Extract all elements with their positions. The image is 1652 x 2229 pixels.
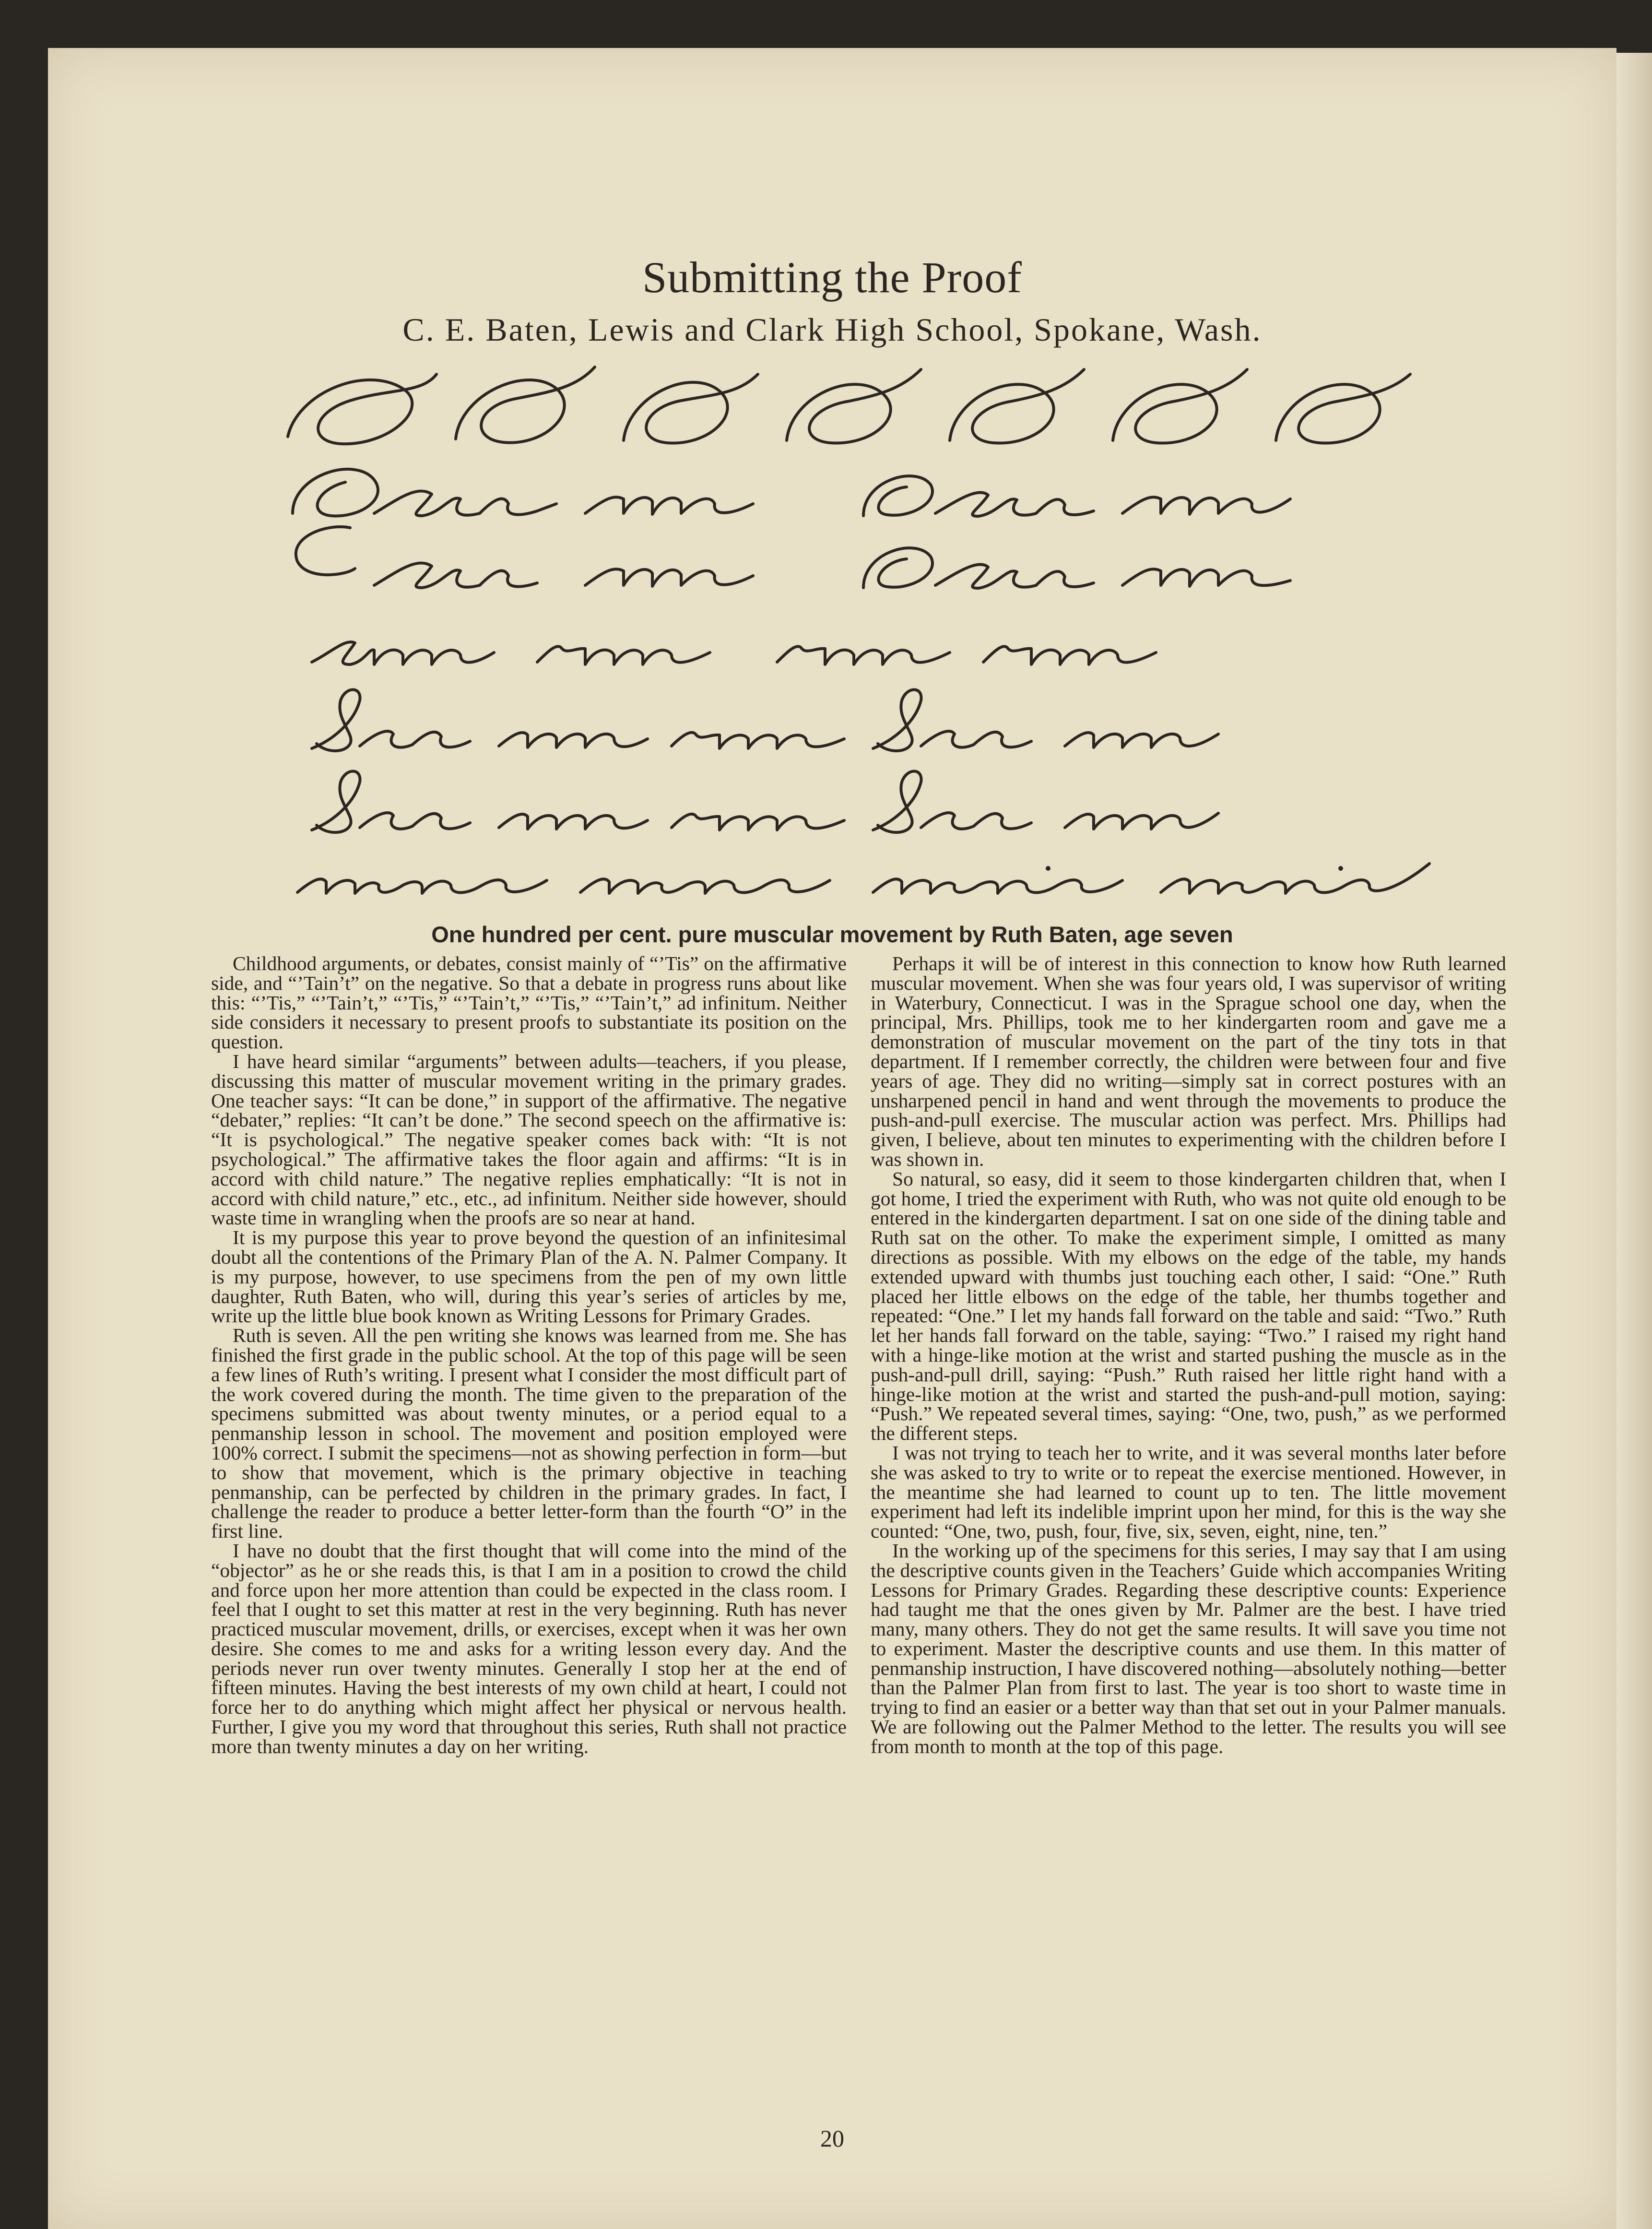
article-byline: C. E. Baten, Lewis and Clark High School, Spokane, Wash. — [402, 311, 1262, 348]
paragraph: In the working up of the specimens for this series, I may say that I am using the descriptive counts given in the Teachers’ Guide which accompanies Writing Lessons for Primary Grades. Regarding these descriptive counts: Experience had taught me that the ones given by Mr. Palmer are the best. I have tried many, many others. They do not get the same results. It will save you time not to experiment. Master the descriptive counts and use them. In this matter of penmanship instruction, I have discovered nothing—absolutely nothing—better than the Palmer Plan from first to last. The year is too short to waste time in trying to find an easier or a better way than that set out in your Palmer manuals. We are following out the Palmer Method to the letter. The results you will see from month to month at the top of this page. — [871, 1539, 1506, 1757]
specimen-caption: One hundred per cent. pure muscular movement by Ruth Baten, age seven — [431, 922, 1233, 947]
paragraph: Perhaps it will be of interest in this connection to know how Ruth learned muscular movement. When she was four years old, I was supervisor of writing in Waterbury, Connecticut. I was in the Sprague school one day, when the principal, Mrs. Phillips, took me to her kindergarten room and gave me a demonstration of muscular movement on the part of the tiny tots in that department. If I remember correctly, the children were between four and five years of age. They did no writing—simply sat in correct postures with an unsharpened pencil in hand and went through the movements to produce the push-and-pull exercise. The muscular action was perfect. Mrs. Phillips had given, I believe, about ten minutes to experimenting with the children before I was shown in. — [871, 952, 1506, 1170]
handwriting-line-7 — [297, 864, 1429, 893]
page-number: 20 — [820, 2125, 844, 2152]
handwriting-line-1 — [288, 367, 1410, 444]
handwriting-line-5 — [312, 690, 1218, 751]
handwriting-line-2 — [293, 469, 1290, 516]
handwriting-line-6 — [312, 771, 1218, 833]
paragraph: I have heard similar “arguments” between adults—teachers, if you please, discussing this matter of muscular movement writing in the primary grades. One teacher says: “It can be done,” in support of the affirmative. The negative “debater,” replies: “It can’t be done.” The second speech on the affirmative is: “It is psychological.” The negative speaker comes back with: “It is not psychological.” The affirmative takes the floor again and affirms: “It is in accord with child nature.” The negative replies emphatically: “It is not in accord with child nature,” etc., etc., ad infinitum. Neither side however, should waste time in wrangling when the proofs are so near at hand. — [211, 1050, 847, 1229]
paragraph: It is my purpose this year to prove beyond the question of an infinitesimal doubt all the contentions of the Primary Plan of the A. N. Palmer Company. It is my purpose, however, to use specimens from the pen of my own little daughter, Ruth Baten, who will, during this year’s series of articles by me, write up the little blue book known as Writing Lessons for Primary Grades. — [211, 1226, 847, 1327]
magazine-page — [48, 48, 1617, 2229]
paragraph: So natural, so easy, did it seem to those kindergarten children that, when I got home, I tried the experiment with Ruth, who was not quite old enough to be entered in the kindergarten department. I sat on one side of the dining table and Ruth sat on the other. To make the experiment simple, I omitted as many directions as possible. With my elbows on the edge of the table, my hands extended upward with thumbs just touching each other, I said: “One.” Ruth placed her little elbows on the edge of the table, her thumbs together and repeated: “One.” I let my hands fall forward on the table and said: “Two.” Ruth let her hands fall forward on the table, saying: “Two.” I raised my right hand with a hinge-like motion at the wrist and started pushing the muscle as in the push-and-pull drill, saying: “Push.” Ruth raised her little right hand with a hinge-like motion at the wrist and started the push-and-pull motion, saying: “Push.” We repeated several times, saying: “One, two, push,” as we performed the different steps. — [871, 1167, 1506, 1445]
handwriting-specimen — [278, 355, 1477, 907]
paragraph: Childhood arguments, or debates, consist mainly of “’Tis” on the affirmative side, and “’Tain’t” on the negative. So that a debate in progress runs about like this: “’Tis,” “’Tain’t,” “’Tis,” “’Tain’t,” “’Tis,” “’Tain’t,” ad infinitum. Neither side considers it necessary to present proofs to substantiate its position on the question. — [211, 952, 847, 1053]
right-column — [871, 954, 1506, 1756]
left-column — [211, 954, 847, 1756]
paragraph: Ruth is seven. All the pen writing she knows was learned from me. She has finished the first grade in the public school. At the top of this page will be seen a few lines of Ruth’s writing. I present what I consider the most difficult part of the work covered during the month. The time given to the preparation of the specimens submitted was about twenty minutes, or a period equal to a penmanship lesson in school. The movement and position employed were 100% correct. I submit the specimens—not as showing perfection in form—but to show that movement, which is the primary objective in teaching penmanship, can be perfected by children in the primary grades. In fact, I challenge the reader to produce a better letter-form than the fourth “O” in the first line. — [211, 1324, 847, 1542]
paragraph: I have no doubt that the first thought that will come into the mind of the “objector” as he or she reads this, is that I am in a position to crowd the child and force upon her more attention than could be expected in the class room. I feel that I ought to set this matter at rest in the very beginning. Ruth has never practiced muscular movement, drills, or exercises, except when it was her own desire. She comes to me and asks for a writing lesson every day. And the periods never run over twenty minutes. Generally I stop her at the end of fifteen minutes. Having the best interests of my own child at heart, I could not force her to do anything which might affect her physical or nervous health. Further, I give you my word that throughout this series, Ruth shall not practice more than twenty minutes a day on her writing. — [211, 1539, 847, 1757]
article-title: Submitting the Proof — [642, 253, 1022, 302]
handwriting-line-3 — [296, 527, 1290, 588]
handwriting-line-4 — [312, 642, 1156, 664]
paragraph: I was not trying to teach her to write, and it was several months later before she was asked to try to write or to repeat the exercise mentioned. However, in the meantime she had learned to count up to ten. The little movement experiment had left its indelible imprint upon her mind, for this is the way she counted: “One, two, push, four, five, six, seven, eight, nine, ten.” — [871, 1441, 1506, 1542]
